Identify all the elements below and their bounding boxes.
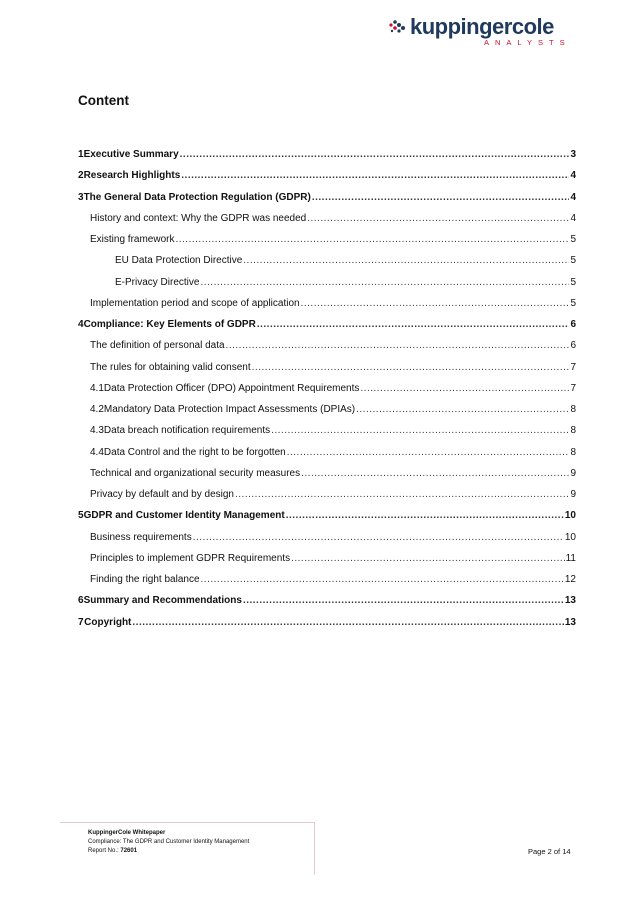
footer-report-value: 72601 bbox=[120, 848, 138, 854]
logo-dots-icon bbox=[388, 17, 410, 39]
toc-entry-title: Business requirements bbox=[90, 531, 192, 543]
toc-entry-page: 9 bbox=[570, 489, 576, 501]
toc-entry[interactable] bbox=[78, 165, 576, 186]
toc-entry-title: Research Highlights bbox=[83, 170, 181, 182]
kuppingercole-logo bbox=[388, 14, 583, 56]
toc-entry[interactable] bbox=[78, 420, 576, 441]
toc-entry-title: Summary and Recommendations bbox=[83, 595, 242, 607]
toc-entry-title: The rules for obtaining valid consent bbox=[90, 361, 251, 373]
toc-entry-title: Implementation period and scope of application bbox=[90, 297, 300, 309]
footer-publisher: KuppingerCole Whitepaper bbox=[88, 830, 166, 836]
toc-dot-leader bbox=[287, 447, 570, 458]
toc-entry[interactable] bbox=[78, 144, 576, 165]
toc-entry-page: 5 bbox=[570, 276, 576, 288]
toc-entry-title: GDPR and Customer Identity Management bbox=[83, 510, 285, 522]
footer-document-title: Compliance: The GDPR and Customer Identity Management bbox=[88, 839, 250, 845]
page-title: Content bbox=[78, 93, 129, 108]
toc-entry[interactable] bbox=[78, 548, 576, 569]
toc-entry-number: 7 bbox=[78, 616, 84, 628]
toc-entry-title: Mandatory Data Protection Impact Assessments (DPIAs) bbox=[103, 404, 356, 416]
toc-entry[interactable] bbox=[78, 484, 576, 505]
footer-report-label: Report No.: bbox=[88, 848, 121, 854]
toc-entry[interactable] bbox=[78, 208, 576, 229]
toc-entry[interactable] bbox=[78, 378, 576, 399]
toc-entry[interactable] bbox=[78, 569, 576, 590]
toc-dot-leader bbox=[201, 574, 564, 585]
toc-dot-leader bbox=[252, 362, 570, 373]
toc-entry[interactable] bbox=[78, 357, 576, 378]
toc-entry-page: 5 bbox=[570, 234, 576, 246]
toc-entry-page: 7 bbox=[570, 361, 576, 373]
toc-entry-title: Data breach notification requirements bbox=[103, 425, 271, 437]
toc-entry-title: Copyright bbox=[84, 616, 132, 628]
toc-entry-page: 3 bbox=[570, 149, 576, 161]
toc-entry-page: 4 bbox=[570, 212, 576, 224]
toc-entry-page: 4 bbox=[570, 170, 576, 182]
toc-entry-number: 5 bbox=[78, 510, 84, 522]
toc-entry-title: Compliance: Key Elements of GDPR bbox=[83, 319, 256, 331]
toc-entry[interactable] bbox=[78, 293, 576, 314]
toc-entry[interactable] bbox=[78, 505, 576, 526]
toc-entry-title: E-Privacy Directive bbox=[115, 276, 200, 288]
toc-entry-page: 12 bbox=[564, 574, 576, 586]
toc-entry-number: 4.2 bbox=[90, 404, 104, 416]
toc-dot-leader bbox=[307, 213, 569, 224]
toc-dot-leader bbox=[257, 319, 570, 330]
toc-entry[interactable] bbox=[78, 229, 576, 250]
toc-dot-leader bbox=[180, 149, 570, 160]
toc-entry[interactable] bbox=[78, 250, 576, 271]
toc-entry-title: The definition of personal data bbox=[90, 340, 225, 352]
toc-entry[interactable] bbox=[78, 187, 576, 208]
toc-entry[interactable] bbox=[78, 590, 576, 611]
logo-sub-text: ANALYSTS bbox=[484, 38, 571, 47]
toc-dot-leader bbox=[356, 404, 569, 415]
toc-entry[interactable] bbox=[78, 463, 576, 484]
toc-dot-leader bbox=[243, 595, 564, 606]
toc-entry[interactable] bbox=[78, 272, 576, 293]
toc-entry-page: 6 bbox=[570, 319, 576, 331]
toc-dot-leader bbox=[301, 298, 570, 309]
toc-entry-page: 11 bbox=[565, 552, 576, 564]
toc-dot-leader bbox=[181, 170, 569, 181]
toc-entry-page: 6 bbox=[570, 340, 576, 352]
toc-dot-leader bbox=[301, 468, 569, 479]
logo-brand-text: kuppingercole bbox=[410, 14, 554, 39]
toc-entry-page: 8 bbox=[570, 446, 576, 458]
toc-entry-title: Finding the right balance bbox=[90, 574, 200, 586]
toc-entry-page: 4 bbox=[570, 191, 576, 203]
toc-entry-page: 8 bbox=[570, 404, 576, 416]
toc-entry[interactable] bbox=[78, 527, 576, 548]
toc-entry-number: 4 bbox=[78, 319, 84, 331]
toc-entry-page: 7 bbox=[570, 382, 576, 394]
footer bbox=[88, 829, 249, 856]
toc-dot-leader bbox=[193, 532, 564, 543]
toc-dot-leader bbox=[291, 553, 565, 564]
toc-dot-leader bbox=[132, 617, 563, 628]
toc-entry-number: 2 bbox=[78, 170, 84, 182]
toc-entry-number: 4.1 bbox=[90, 382, 104, 394]
toc-entry-title: Technical and organizational security measures bbox=[90, 467, 301, 479]
toc-entry[interactable] bbox=[78, 335, 576, 356]
toc-dot-leader bbox=[175, 234, 569, 245]
toc-entry-title: Privacy by default and by design bbox=[90, 489, 234, 501]
toc-dot-leader bbox=[200, 277, 569, 288]
toc-entry[interactable] bbox=[78, 314, 576, 335]
table-of-contents bbox=[78, 144, 576, 633]
toc-entry-page: 8 bbox=[570, 425, 576, 437]
toc-entry-page: 5 bbox=[570, 255, 576, 267]
toc-entry-page: 13 bbox=[564, 595, 576, 607]
toc-entry-title: EU Data Protection Directive bbox=[115, 255, 243, 267]
toc-entry-page: 13 bbox=[564, 616, 576, 628]
toc-entry-title: Executive Summary bbox=[83, 149, 179, 161]
toc-entry-number: 4.3 bbox=[90, 425, 104, 437]
toc-dot-leader bbox=[312, 192, 570, 203]
toc-entry-title: Existing framework bbox=[90, 234, 175, 246]
toc-dot-leader bbox=[286, 510, 564, 521]
toc-entry-title: Data Protection Officer (DPO) Appointment Requirements bbox=[103, 382, 360, 394]
toc-entry[interactable] bbox=[78, 442, 576, 463]
toc-entry-number: 3 bbox=[78, 191, 84, 203]
toc-entry[interactable] bbox=[78, 399, 576, 420]
toc-entry-number: 4.4 bbox=[90, 446, 104, 458]
toc-entry-page: 10 bbox=[564, 510, 576, 522]
toc-dot-leader bbox=[360, 383, 569, 394]
toc-dot-leader bbox=[226, 340, 570, 351]
toc-entry-number: 1 bbox=[78, 149, 84, 161]
page-number: Page 2 of 14 bbox=[528, 847, 571, 856]
toc-entry-page: 10 bbox=[564, 531, 576, 543]
toc-entry-page: 9 bbox=[570, 467, 576, 479]
footer-report-number bbox=[88, 847, 249, 856]
toc-entry-title: The General Data Protection Regulation (GDPR) bbox=[83, 191, 311, 203]
toc-dot-leader bbox=[243, 255, 569, 266]
toc-entry-page: 5 bbox=[570, 297, 576, 309]
toc-entry-title: Data Control and the right to be forgotten bbox=[103, 446, 286, 458]
toc-entry-title: Principles to implement GDPR Requirements bbox=[90, 552, 291, 564]
toc-dot-leader bbox=[271, 425, 569, 436]
toc-entry[interactable] bbox=[78, 612, 576, 633]
toc-dot-leader bbox=[235, 489, 569, 500]
toc-entry-title: History and context: Why the GDPR was needed bbox=[90, 212, 307, 224]
toc-entry-number: 6 bbox=[78, 595, 84, 607]
